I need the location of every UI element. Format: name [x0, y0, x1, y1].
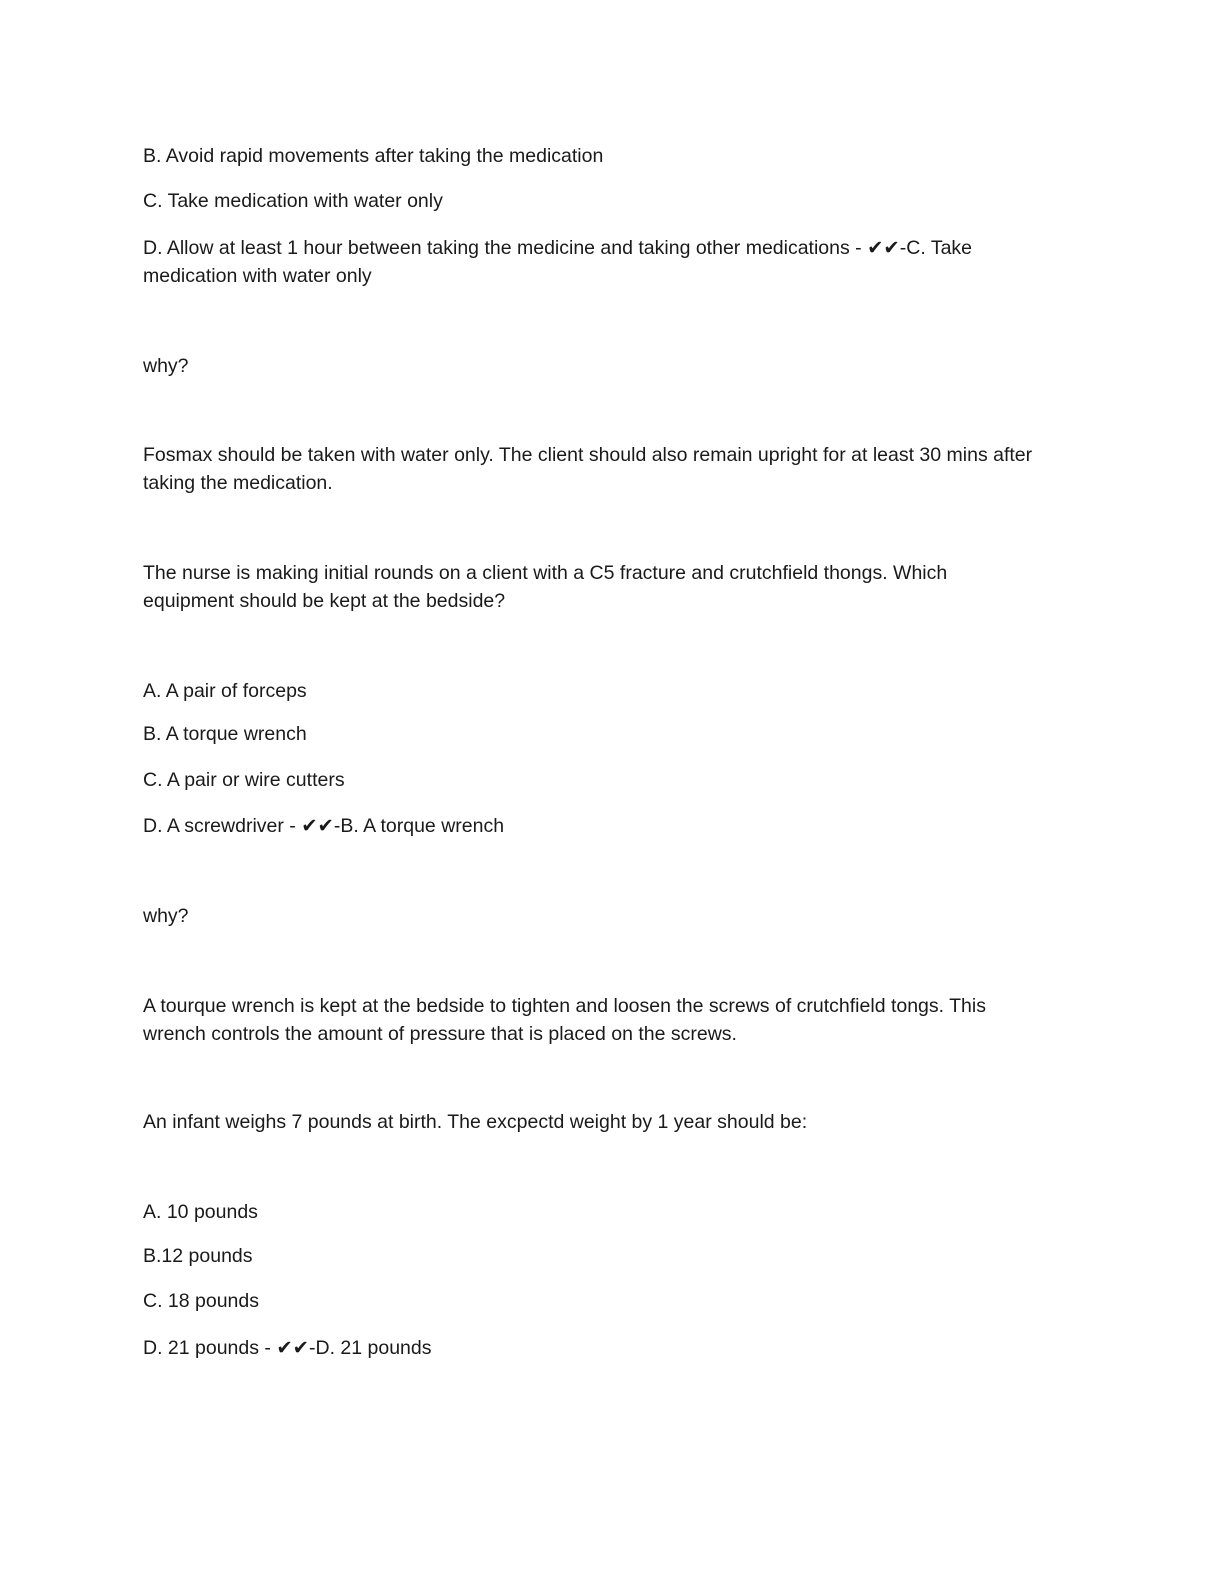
q2-option-d: D. A screwdriver - ✔✔-B. A torque wrench: [143, 815, 505, 837]
q2-stem-line1: The nurse is making initial rounds on a client with a C5 fracture and crutchfield thongs. Which: [143, 562, 948, 584]
q1-rationale-line2: taking the medication.: [143, 472, 333, 494]
q3-option-c: C. 18 pounds: [143, 1290, 260, 1312]
q1-option-d: [143, 234, 1083, 290]
q2-rationale-line1: A tourque wrench is kept at the bedside to tighten and loosen the screws of crutchfield tongs. This: [143, 995, 986, 1017]
q1-rationale-line1: Fosmax should be taken with water only. The client should also remain upright for at least 30 mins after: [143, 444, 1033, 466]
q3-option-a: A. 10 pounds: [143, 1201, 258, 1223]
q1-rationale: [143, 441, 1083, 497]
q1-option-d-line1: D. Allow at least 1 hour between taking the medicine and taking other medications - ✔✔-C. Take: [143, 237, 973, 259]
q3-option-b: B.12 pounds: [143, 1245, 253, 1267]
q3-stem: An infant weighs 7 pounds at birth. The excpectd weight by 1 year should be:: [143, 1111, 808, 1133]
q2-stem-line2: equipment should be kept at the bedside?: [143, 590, 506, 612]
q2-why: why?: [143, 905, 189, 927]
q1-option-b: B. Avoid rapid movements after taking the medication: [143, 145, 604, 167]
q3-option-d: D. 21 pounds - ✔✔-D. 21 pounds: [143, 1337, 432, 1359]
q2-stem: [143, 559, 1083, 615]
q2-option-b: B. A torque wrench: [143, 723, 307, 745]
q2-rationale-line2: wrench controls the amount of pressure that is placed on the screws.: [143, 1023, 737, 1045]
q1-option-d-line2: medication with water only: [143, 265, 372, 287]
q2-rationale: [143, 992, 1083, 1048]
q1-option-c: C. Take medication with water only: [143, 190, 443, 212]
q2-option-a: A. A pair of forceps: [143, 680, 307, 702]
q2-option-c: C. A pair or wire cutters: [143, 769, 345, 791]
q1-why: why?: [143, 355, 189, 377]
